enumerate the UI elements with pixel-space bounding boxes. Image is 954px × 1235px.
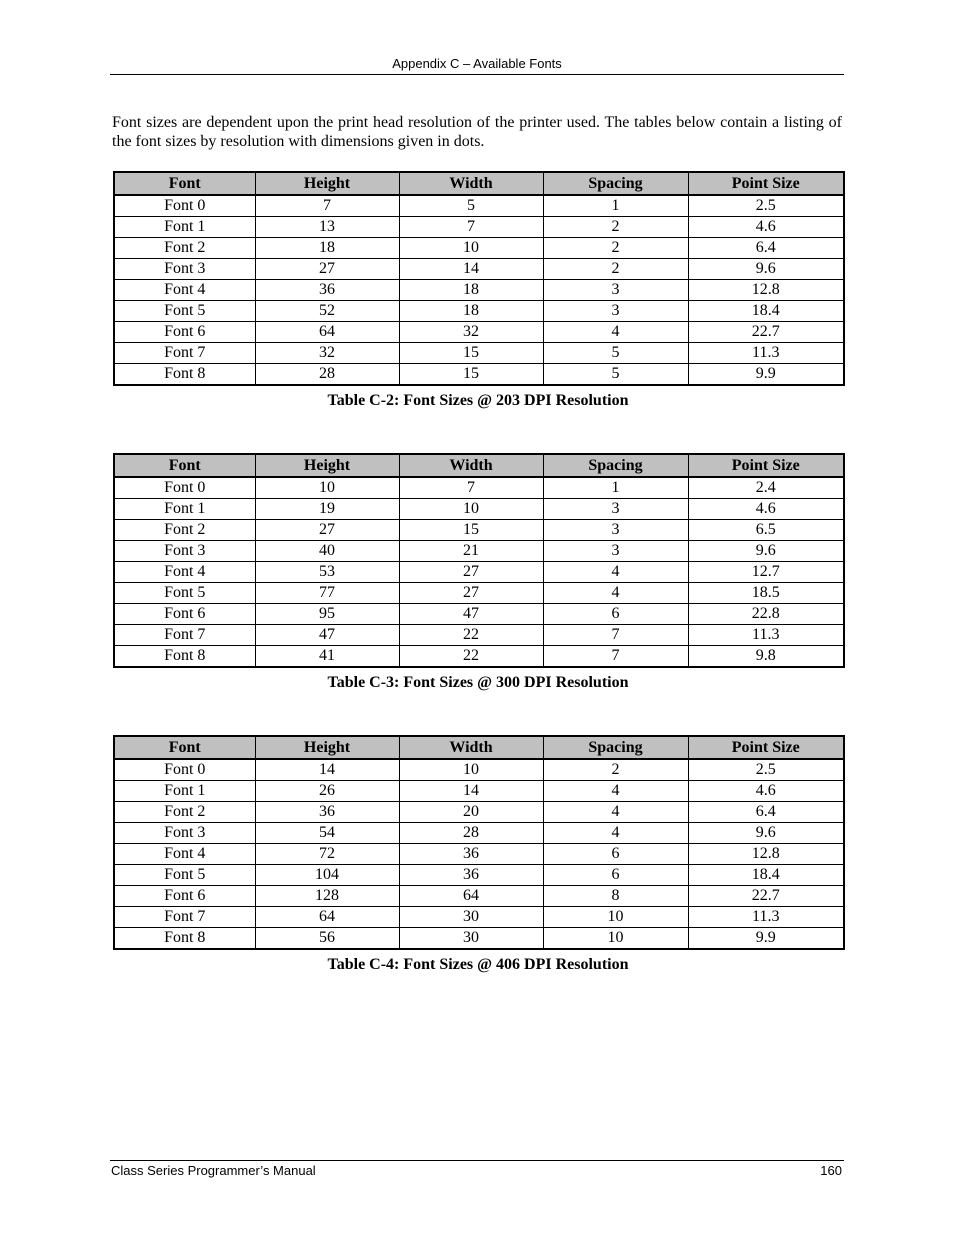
table-cell: Font 1 [114, 499, 255, 520]
table-row [114, 886, 844, 907]
table-cell: 22.8 [688, 604, 844, 625]
table-cell: 28 [399, 823, 543, 844]
table-caption: Table C-4: Font Sizes @ 406 DPI Resolution [327, 956, 629, 973]
table-row [114, 823, 844, 844]
table-cell: Font 5 [114, 865, 255, 886]
table-cell: Font 7 [114, 625, 255, 646]
table-cell: 15 [399, 520, 543, 541]
table-cell: Font 7 [114, 907, 255, 928]
table-row [114, 781, 844, 802]
table-body [114, 477, 844, 667]
table-cell: 18.5 [688, 583, 844, 604]
table-cell: 64 [255, 907, 399, 928]
table-cell: 36 [399, 844, 543, 865]
table-cell: 13 [255, 217, 399, 238]
column-header: Font [114, 172, 255, 195]
table-cell: Font 6 [114, 322, 255, 343]
table-cell: 6.5 [688, 520, 844, 541]
table-cell: Font 2 [114, 238, 255, 259]
table-row [114, 238, 844, 259]
table-cell: Font 4 [114, 844, 255, 865]
table-cell: 54 [255, 823, 399, 844]
table-row [114, 520, 844, 541]
table-cell: 12.8 [688, 280, 844, 301]
column-header: Width [399, 736, 543, 759]
table-cell: 7 [543, 625, 688, 646]
table-cell: 4 [543, 823, 688, 844]
table-cell: Font 1 [114, 781, 255, 802]
table-cell: 30 [399, 907, 543, 928]
column-header: Point Size [688, 172, 844, 195]
table-cell: 36 [399, 865, 543, 886]
table-cell: 7 [399, 217, 543, 238]
table-cell: 64 [255, 322, 399, 343]
table-cell: Font 8 [114, 928, 255, 950]
font-table-203dpi [113, 171, 845, 386]
table-cell: 1 [543, 195, 688, 217]
table-row [114, 322, 844, 343]
table-cell: 14 [399, 259, 543, 280]
table-cell: 4 [543, 583, 688, 604]
table-cell: Font 8 [114, 364, 255, 386]
table-cell: Font 3 [114, 541, 255, 562]
table-row [114, 604, 844, 625]
table-cell: 3 [543, 520, 688, 541]
column-header: Height [255, 736, 399, 759]
table-row [114, 217, 844, 238]
table-cell: 1 [543, 477, 688, 499]
table-cell: 32 [255, 343, 399, 364]
table-cell: 4 [543, 802, 688, 823]
table-row [114, 259, 844, 280]
table-cell: 26 [255, 781, 399, 802]
table-row [114, 280, 844, 301]
table-cell: 6 [543, 865, 688, 886]
table-cell: 14 [399, 781, 543, 802]
table-cell: 15 [399, 364, 543, 386]
table-cell: 52 [255, 301, 399, 322]
table-cell: 41 [255, 646, 399, 668]
page-number: 160 [820, 1163, 842, 1178]
table-cell: 6.4 [688, 802, 844, 823]
footer-manual-title: Class Series Programmer’s Manual [111, 1163, 316, 1178]
column-header: Spacing [543, 454, 688, 477]
table-cell: 20 [399, 802, 543, 823]
table-cell: 95 [255, 604, 399, 625]
table-cell: 9.6 [688, 823, 844, 844]
table-cell: 32 [399, 322, 543, 343]
table-cell: 22 [399, 625, 543, 646]
table-cell: 4 [543, 562, 688, 583]
table-cell: 11.3 [688, 907, 844, 928]
table-row [114, 343, 844, 364]
table-caption: Table C-2: Font Sizes @ 203 DPI Resolution [327, 392, 629, 409]
footer-divider [110, 1160, 844, 1161]
table-cell: 11.3 [688, 625, 844, 646]
table-cell: 30 [399, 928, 543, 950]
table-cell: Font 2 [114, 802, 255, 823]
font-table-300dpi [113, 453, 845, 668]
table-cell: 5 [543, 343, 688, 364]
table-row [114, 646, 844, 668]
table-row [114, 583, 844, 604]
running-header: Appendix C – Available Fonts [110, 56, 844, 75]
table-cell: 9.6 [688, 259, 844, 280]
table-cell: 2.5 [688, 195, 844, 217]
table-cell: 11.3 [688, 343, 844, 364]
table-cell: 3 [543, 541, 688, 562]
table-cell: 12.7 [688, 562, 844, 583]
column-header: Font [114, 454, 255, 477]
table-cell: Font 0 [114, 759, 255, 781]
table-cell: 18 [255, 238, 399, 259]
table-row [114, 865, 844, 886]
table-cell: 27 [399, 583, 543, 604]
table-cell: Font 6 [114, 886, 255, 907]
table-cell: 40 [255, 541, 399, 562]
table-cell: 5 [543, 364, 688, 386]
table-cell: 5 [399, 195, 543, 217]
table-cell: 53 [255, 562, 399, 583]
table-cell: Font 3 [114, 823, 255, 844]
table-cell: 4 [543, 781, 688, 802]
table-row [114, 802, 844, 823]
table-cell: 10 [543, 928, 688, 950]
table-header-row [114, 454, 844, 477]
table-row [114, 301, 844, 322]
table-cell: 77 [255, 583, 399, 604]
table-cell: 2.5 [688, 759, 844, 781]
table-cell: 8 [543, 886, 688, 907]
table-cell: 2.4 [688, 477, 844, 499]
table-cell: 9.6 [688, 541, 844, 562]
table-cell: 27 [399, 562, 543, 583]
table-cell: 4 [543, 322, 688, 343]
table-cell: 3 [543, 301, 688, 322]
table-cell: 128 [255, 886, 399, 907]
table-cell: 2 [543, 238, 688, 259]
table-cell: 12.8 [688, 844, 844, 865]
column-header: Point Size [688, 454, 844, 477]
table-cell: Font 3 [114, 259, 255, 280]
table-cell: 3 [543, 499, 688, 520]
table-cell: 6 [543, 604, 688, 625]
table-header-row [114, 172, 844, 195]
column-header: Height [255, 454, 399, 477]
table-row [114, 907, 844, 928]
column-header: Width [399, 172, 543, 195]
table-body [114, 759, 844, 949]
table-cell: 2 [543, 217, 688, 238]
table-cell: 3 [543, 280, 688, 301]
table-cell: 14 [255, 759, 399, 781]
table-cell: 104 [255, 865, 399, 886]
table-row [114, 844, 844, 865]
table-cell: 18.4 [688, 301, 844, 322]
table-cell: 9.8 [688, 646, 844, 668]
table-row [114, 499, 844, 520]
table-cell: 27 [255, 259, 399, 280]
table-cell: Font 4 [114, 562, 255, 583]
table-row [114, 928, 844, 950]
table-cell: 36 [255, 802, 399, 823]
intro-paragraph: Font sizes are dependent upon the print head resolution of the printer used. The tables below contain a listing of the font sizes by resolution with dimensions given in dots. [112, 114, 842, 150]
table-cell: 6 [543, 844, 688, 865]
table-cell: 64 [399, 886, 543, 907]
font-table-406dpi [113, 735, 845, 950]
table-cell: 10 [399, 238, 543, 259]
table-cell: 10 [399, 759, 543, 781]
table-cell: 18 [399, 301, 543, 322]
table-cell: Font 0 [114, 477, 255, 499]
table-cell: 47 [255, 625, 399, 646]
table-cell: 9.9 [688, 928, 844, 950]
table-cell: 36 [255, 280, 399, 301]
table-row [114, 562, 844, 583]
table-cell: 47 [399, 604, 543, 625]
table-cell: 4.6 [688, 217, 844, 238]
table-cell: 18 [399, 280, 543, 301]
table-cell: 10 [255, 477, 399, 499]
table-cell: 72 [255, 844, 399, 865]
column-header: Height [255, 172, 399, 195]
table-cell: 7 [399, 477, 543, 499]
table-cell: 28 [255, 364, 399, 386]
table-row [114, 364, 844, 386]
table-cell: 19 [255, 499, 399, 520]
table-cell: 22.7 [688, 322, 844, 343]
table-cell: 27 [255, 520, 399, 541]
table-cell: Font 7 [114, 343, 255, 364]
table-cell: 4.6 [688, 499, 844, 520]
table-cell: 6.4 [688, 238, 844, 259]
table-cell: 10 [543, 907, 688, 928]
column-header: Width [399, 454, 543, 477]
table-cell: 2 [543, 259, 688, 280]
table-cell: 7 [543, 646, 688, 668]
table-cell: Font 2 [114, 520, 255, 541]
table-cell: 2 [543, 759, 688, 781]
table-cell: Font 5 [114, 583, 255, 604]
column-header: Spacing [543, 736, 688, 759]
table-cell: 9.9 [688, 364, 844, 386]
table-cell: 7 [255, 195, 399, 217]
column-header: Point Size [688, 736, 844, 759]
table-cell: Font 5 [114, 301, 255, 322]
table-row [114, 625, 844, 646]
table-header-row [114, 736, 844, 759]
table-cell: 21 [399, 541, 543, 562]
table-body [114, 195, 844, 385]
table-caption: Table C-3: Font Sizes @ 300 DPI Resolution [327, 674, 629, 691]
table-cell: 56 [255, 928, 399, 950]
table-cell: 22.7 [688, 886, 844, 907]
column-header: Font [114, 736, 255, 759]
table-row [114, 477, 844, 499]
table-cell: Font 4 [114, 280, 255, 301]
column-header: Spacing [543, 172, 688, 195]
table-row [114, 759, 844, 781]
table-cell: 15 [399, 343, 543, 364]
table-cell: 10 [399, 499, 543, 520]
table-cell: Font 8 [114, 646, 255, 668]
table-cell: Font 0 [114, 195, 255, 217]
table-cell: 22 [399, 646, 543, 668]
table-cell: 18.4 [688, 865, 844, 886]
table-cell: Font 1 [114, 217, 255, 238]
table-cell: Font 6 [114, 604, 255, 625]
table-row [114, 541, 844, 562]
table-cell: 4.6 [688, 781, 844, 802]
table-row [114, 195, 844, 217]
